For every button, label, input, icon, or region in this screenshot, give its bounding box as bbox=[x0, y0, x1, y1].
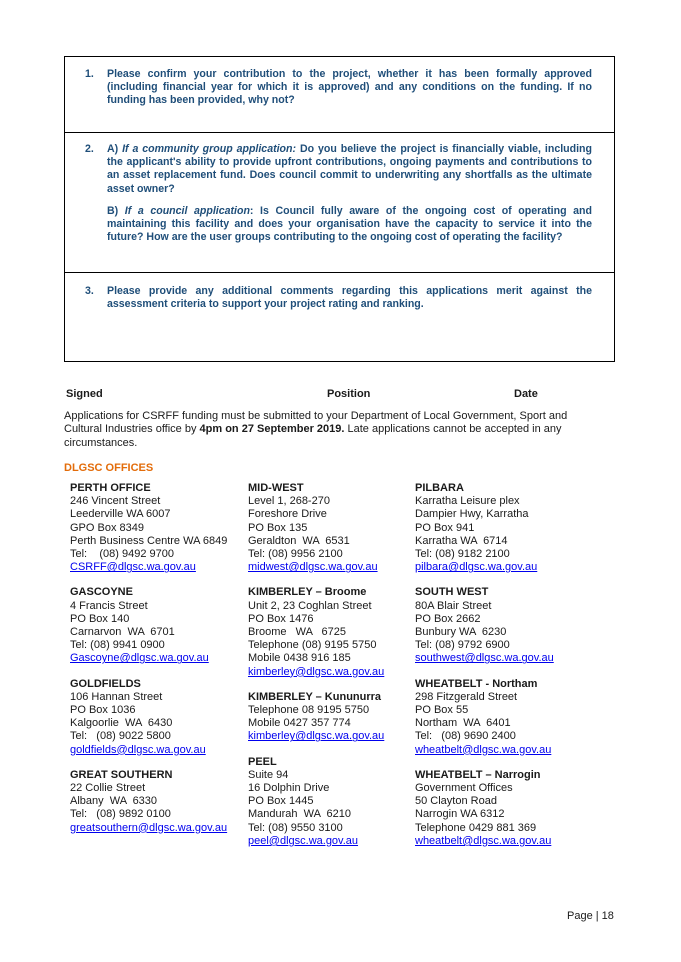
office-name: MID-WEST bbox=[248, 482, 304, 494]
address-line: Narrogin WA 6312 bbox=[415, 808, 505, 821]
position-label: Position bbox=[327, 388, 371, 400]
address-line: Karratha Leisure plex bbox=[415, 495, 520, 508]
office-email-link[interactable]: goldfields@dlgsc.wa.gov.au bbox=[70, 743, 206, 756]
office-name: GOLDFIELDS bbox=[70, 677, 141, 690]
office-name: WHEATBELT - Northam bbox=[415, 677, 538, 690]
address-line: Northam WA 6401 bbox=[415, 717, 511, 730]
office-email-link[interactable]: Gascoyne@dlgsc.wa.gov.au bbox=[70, 652, 209, 665]
office-kimberley-kununurra bbox=[248, 691, 384, 744]
question-2 bbox=[85, 143, 592, 244]
address-line: Dampier Hwy, Karratha bbox=[415, 508, 529, 521]
address-line: PO Box 1476 bbox=[248, 612, 314, 625]
question-row-1 bbox=[65, 57, 614, 133]
office-south-west bbox=[415, 586, 554, 665]
office-email-link[interactable]: kimberley@dlgsc.wa.gov.au bbox=[248, 730, 385, 743]
phone-line: Tel: (08) 9956 2100 bbox=[248, 548, 343, 561]
address-line: Broome WA 6725 bbox=[248, 626, 347, 639]
address-line: Foreshore Drive bbox=[248, 508, 327, 521]
office-name: WHEATBELT – Narrogin bbox=[415, 768, 541, 781]
address-line: Leederville WA 6007 bbox=[70, 508, 171, 521]
office-email-link[interactable]: greatsouthern@dlgsc.wa.gov.au bbox=[70, 821, 228, 834]
mobile-line: Mobile 0438 916 185 bbox=[248, 652, 351, 665]
question-number: 2. bbox=[85, 143, 94, 155]
mobile-line: Mobile 0427 357 774 bbox=[248, 717, 351, 730]
date-label: Date bbox=[514, 388, 538, 400]
address-line: 50 Clayton Road bbox=[415, 795, 497, 808]
address-line: Karratha WA 6714 bbox=[415, 534, 508, 547]
office-name: PEEL bbox=[248, 755, 277, 768]
phone-line: Telephone (08) 9195 5750 bbox=[248, 639, 377, 652]
question-1 bbox=[85, 68, 592, 108]
office-kimberley-broome bbox=[248, 586, 384, 678]
question-number: 1. bbox=[85, 68, 94, 80]
office-name: SOUTH WEST bbox=[415, 586, 489, 599]
question-row-3 bbox=[65, 273, 614, 363]
phone-line: Tel: (08) 9792 6900 bbox=[415, 639, 510, 652]
office-email-link[interactable]: midwest@dlgsc.wa.gov.au bbox=[248, 561, 378, 574]
part-text: Do you believe the project is financially viable, including the applicant's ability to provide upfront contributions, ongoing payments and contributions to an asset replacement fund. Does council commit to underwriting any shortfalls as the ultimate asset owner? bbox=[107, 143, 592, 195]
office-email-link[interactable]: pilbara@dlgsc.wa.gov.au bbox=[415, 561, 538, 574]
part-qualifier: If a community group application: bbox=[122, 143, 297, 155]
phone-line: Tel: (08) 9941 0900 bbox=[70, 639, 165, 652]
offices-heading: DLGSC OFFICES bbox=[64, 462, 154, 474]
address-line: 80A Blair Street bbox=[415, 599, 492, 612]
phone-line: Tel: (08) 9022 5800 bbox=[70, 730, 171, 743]
part-label: B) bbox=[107, 204, 119, 217]
notice-text: Applications for CSRFF funding must be submitted to your Department of Local Government, Sport and Cultural Industries office by bbox=[64, 410, 568, 436]
office-mid-west bbox=[248, 482, 384, 574]
office-peel bbox=[248, 756, 384, 848]
address-line: 16 Dolphin Drive bbox=[248, 782, 330, 795]
office-gascoyne bbox=[70, 586, 227, 665]
address-line: 298 Fitzgerald Street bbox=[415, 690, 518, 703]
address-line: PO Box 1445 bbox=[248, 795, 314, 808]
notice-text: Late applications cannot be accepted in any circumstances. bbox=[64, 423, 562, 449]
address-line: PO Box 140 bbox=[70, 612, 130, 625]
office-wheatbelt-narrogin bbox=[415, 769, 554, 848]
phone-line: Tel: (08) 9690 2400 bbox=[415, 730, 516, 743]
address-line: GPO Box 8349 bbox=[70, 521, 144, 534]
office-goldfields bbox=[70, 678, 227, 757]
question-3 bbox=[85, 285, 592, 311]
question-2a bbox=[107, 143, 592, 196]
address-line: Perth Business Centre WA 6849 bbox=[70, 534, 228, 547]
address-line: Geraldton WA 6531 bbox=[248, 534, 350, 547]
address-line: Carnarvon WA 6701 bbox=[70, 626, 175, 639]
part-qualifier: If a council application bbox=[124, 204, 250, 217]
address-line: Mandurah WA 6210 bbox=[248, 808, 351, 821]
deadline: 4pm on 27 September 2019. bbox=[199, 423, 345, 436]
address-line: Bunbury WA 6230 bbox=[415, 626, 507, 639]
office-email-link[interactable]: wheatbelt@dlgsc.wa.gov.au bbox=[415, 743, 552, 756]
phone-line: Tel: (08) 9182 2100 bbox=[415, 548, 510, 561]
address-line: 246 Vincent Street bbox=[70, 495, 161, 508]
question-row-2 bbox=[65, 133, 614, 273]
question-2b bbox=[107, 205, 592, 245]
phone-line: Tel: (08) 9492 9700 bbox=[70, 548, 174, 561]
phone-line: Tel: (08) 9892 0100 bbox=[70, 808, 171, 821]
office-email-link[interactable]: CSRFF@dlgsc.wa.gov.au bbox=[70, 561, 196, 574]
offices-column-1 bbox=[70, 482, 227, 835]
signed-label: Signed bbox=[66, 388, 103, 400]
office-wheatbelt-northam bbox=[415, 678, 554, 757]
office-perth bbox=[70, 482, 227, 574]
address-line: 106 Hannan Street bbox=[70, 690, 163, 703]
part-text: : Is Council fully aware of the ongoing cost of operating and maintaining this facility and does your organisation have the capacity to service it into the future? How are the user groups contributing to the ongoing cost of operating the facility? bbox=[107, 204, 592, 244]
question-text: Please confirm your contribution to the project, whether it has been formally approved (including financial year for which it is approved) and any conditions on the funding. If no funding has been provided, why not? bbox=[107, 68, 592, 107]
office-name: KIMBERLEY – Broome bbox=[248, 586, 367, 599]
submission-notice bbox=[64, 410, 604, 450]
phone-line: Telephone 0429 881 369 bbox=[415, 821, 537, 834]
office-name: GASCOYNE bbox=[70, 586, 133, 599]
office-email-link[interactable]: wheatbelt@dlgsc.wa.gov.au bbox=[415, 834, 552, 847]
offices-column-2 bbox=[248, 482, 384, 848]
office-name: GREAT SOUTHERN bbox=[70, 768, 173, 781]
address-line: Suite 94 bbox=[248, 768, 289, 781]
part-label: A) bbox=[107, 143, 119, 155]
page-number: Page | 18 bbox=[567, 910, 614, 922]
address-line: Unit 2, 23 Coghlan Street bbox=[248, 599, 372, 612]
office-name: KIMBERLEY – Kununurra bbox=[248, 690, 382, 703]
office-email-link[interactable]: peel@dlgsc.wa.gov.au bbox=[248, 834, 359, 847]
office-name: PILBARA bbox=[415, 482, 464, 494]
address-line: 4 Francis Street bbox=[70, 599, 148, 612]
office-email-link[interactable]: kimberley@dlgsc.wa.gov.au bbox=[248, 665, 385, 678]
address-line: PO Box 941 bbox=[415, 521, 475, 534]
address-line: PO Box 2662 bbox=[415, 612, 481, 625]
address-line: Level 1, 268-270 bbox=[248, 495, 330, 508]
office-pilbara bbox=[415, 482, 554, 574]
phone-line: Tel: (08) 9550 3100 bbox=[248, 821, 343, 834]
question-text: Please provide any additional comments regarding this applications merit against the assessment criteria to support your project rating and ranking. bbox=[107, 285, 592, 311]
phone-line: Telephone 08 9195 5750 bbox=[248, 704, 370, 717]
office-great-southern bbox=[70, 769, 227, 835]
address-line: Albany WA 6330 bbox=[70, 795, 158, 808]
office-name: PERTH OFFICE bbox=[70, 482, 151, 494]
office-email-link[interactable]: southwest@dlgsc.wa.gov.au bbox=[415, 652, 554, 665]
address-line: Government Offices bbox=[415, 782, 513, 795]
address-line: PO Box 135 bbox=[248, 521, 308, 534]
address-line: PO Box 55 bbox=[415, 704, 469, 717]
address-line: Kalgoorlie WA 6430 bbox=[70, 717, 173, 730]
question-number: 3. bbox=[85, 285, 94, 297]
questions-table bbox=[64, 56, 615, 362]
address-line: 22 Collie Street bbox=[70, 782, 146, 795]
offices-column-3 bbox=[415, 482, 554, 848]
address-line: PO Box 1036 bbox=[70, 704, 136, 717]
